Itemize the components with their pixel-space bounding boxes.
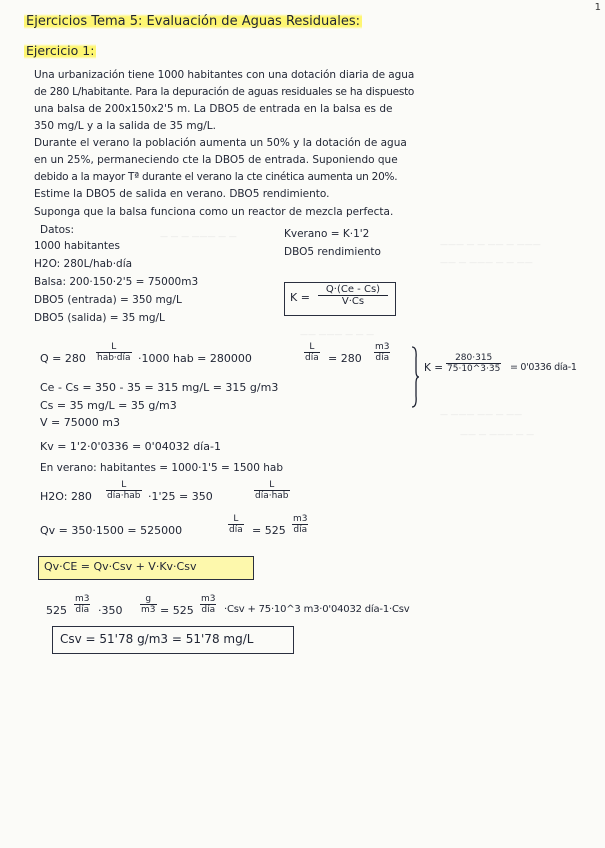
sub-fraction-num: m3: [75, 594, 90, 604]
qv-fraction: [228, 515, 244, 535]
k-right-fraction: [446, 354, 501, 374]
data-item: DBO5 (entrada) = 350 mg/L: [34, 294, 182, 306]
k-verano: Kverano = K·1'2: [284, 228, 370, 240]
data-item: H2O: 280L/hab·día: [34, 258, 133, 270]
sub-tail: ·Csv + 75·10^3 m3·0'04032 día-1·Csv: [224, 604, 410, 615]
sub-prefix: 525: [46, 604, 67, 617]
ce-cs-line: Ce - Cs = 350 - 35 = 315 mg/L = 315 g/m3: [40, 381, 279, 394]
sub-fraction: [140, 595, 157, 615]
sub-fraction-den: día: [201, 605, 216, 615]
bleed-through: ——— — — —— — ———: [440, 240, 541, 249]
qv-fraction-num: m3: [293, 514, 308, 524]
qv-fraction: [292, 515, 309, 535]
sub-fraction-num: g: [145, 594, 152, 604]
exercise-label: Ejercicio 1:: [26, 43, 95, 58]
page-title: Ejercicios Tema 5: Evaluación de Aguas Residuales:: [26, 14, 361, 29]
bleed-through: —— ——— — — —: [300, 330, 375, 339]
statement-line: Una urbanización tiene 1000 habitantes con una dotación diaria de agua: [34, 69, 415, 81]
q-fraction-num: L: [309, 342, 315, 352]
bleed-through: — ——— —— — ——: [440, 410, 523, 419]
h2o-fraction-den: día·hab: [255, 491, 289, 501]
statement-line: de 280 L/habitante. Para la depuración de aguas residuales se ha dispuesto: [34, 86, 415, 98]
k-right-den: 75·10^3·35: [447, 364, 501, 374]
q-prefix: Q = 280: [40, 352, 86, 365]
qv-mid: = 525: [252, 524, 286, 537]
sub-mid: ·350: [98, 604, 123, 617]
statement-line: en un 25%, permaneciendo cte la DBO5 de entrada. Suponiendo que: [34, 154, 398, 166]
sub-fraction: [74, 595, 91, 615]
q-fraction-num: L: [111, 342, 117, 352]
q-fraction-num: m3: [375, 342, 390, 352]
dbo-rendimiento: DBO5 rendimiento: [284, 246, 381, 258]
h2o-mid: ·1'25 = 350: [148, 490, 213, 503]
k-formula-lhs: K =: [290, 291, 310, 304]
h2o-fraction-num: L: [269, 480, 275, 490]
k-right-prefix: K =: [424, 362, 444, 374]
k-right-suffix: = 0'0336 día-1: [510, 362, 577, 373]
q-fraction-den: día: [305, 353, 319, 363]
qv-fraction-den: día: [293, 525, 308, 535]
curly-brace: [410, 346, 420, 408]
h2o-fraction-num: L: [121, 480, 127, 490]
statement-line: una balsa de 200x150x2'5 m. La DBO5 de entrada en la balsa es de: [34, 103, 393, 115]
result-equation: Csv = 51'78 g/m3 = 51'78 mg/L: [60, 632, 254, 646]
corner-mark: 1: [594, 2, 601, 13]
qv-prefix: Qv = 350·1500 = 525000: [40, 524, 183, 537]
k-formula-numerator: Q·(Ce - Cs): [325, 284, 381, 295]
q-fraction-den: hab·día: [97, 353, 131, 363]
bleed-through: —— — ——— — — ——: [440, 258, 533, 267]
statement-line: debido a la mayor Tª durante el verano la cte cinética aumenta un 20%.: [34, 171, 398, 183]
sub-fraction-num: m3: [201, 594, 216, 604]
k-formula-denominator: V·Cs: [318, 295, 388, 307]
q-fraction: [304, 343, 320, 363]
sub-fraction: [200, 595, 217, 615]
statement-line: Suponga que la balsa funciona como un reactor de mezcla perfecta.: [34, 206, 394, 218]
sub-fraction-den: m3: [141, 605, 156, 615]
q-fraction-den: día: [375, 353, 390, 363]
h2o-fraction-den: día·hab: [107, 491, 141, 501]
qv-fraction-den: día: [229, 525, 243, 535]
h2o-prefix: H2O: 280: [40, 490, 92, 503]
data-item: 1000 habitantes: [34, 240, 120, 252]
statement-line: 350 mg/L y a la salida de 35 mg/L.: [34, 120, 216, 132]
sub-mid2: = 525: [160, 604, 194, 617]
q-fraction: [374, 343, 391, 363]
k-right-num: 280·315: [455, 353, 493, 363]
data-item: Balsa: 200·150·2'5 = 75000m3: [34, 276, 199, 288]
statement-line: Durante el verano la población aumenta un 50% y la dotación de agua: [34, 137, 407, 149]
q-mid: ·1000 hab = 280000: [138, 352, 252, 365]
v-line: V = 75000 m3: [40, 416, 120, 429]
sub-fraction-den: día: [75, 605, 90, 615]
qv-fraction-num: L: [233, 514, 239, 524]
balance-equation: Qv·CE = Qv·Csv + V·Kv·Csv: [44, 560, 197, 573]
data-heading: Datos:: [40, 224, 75, 236]
bleed-through: — — — ——— — —: [160, 232, 237, 241]
q-fraction: [96, 343, 132, 363]
kv-line: Kv = 1'2·0'0336 = 0'04032 día-1: [40, 440, 221, 453]
k-formula-fraction: [318, 285, 388, 307]
h2o-fraction: [254, 481, 290, 501]
q-mid2: = 280: [328, 352, 362, 365]
en-verano-line: En verano: habitantes = 1000·1'5 = 1500 hab: [40, 462, 283, 474]
h2o-fraction: [106, 481, 142, 501]
statement-line: Estime la DBO5 de salida en verano. DBO5 rendimiento.: [34, 188, 330, 200]
cs-line: Cs = 35 mg/L = 35 g/m3: [40, 399, 177, 412]
data-item: DBO5 (salida) = 35 mg/L: [34, 312, 165, 324]
bleed-through: —— — ——— — —: [460, 430, 535, 439]
